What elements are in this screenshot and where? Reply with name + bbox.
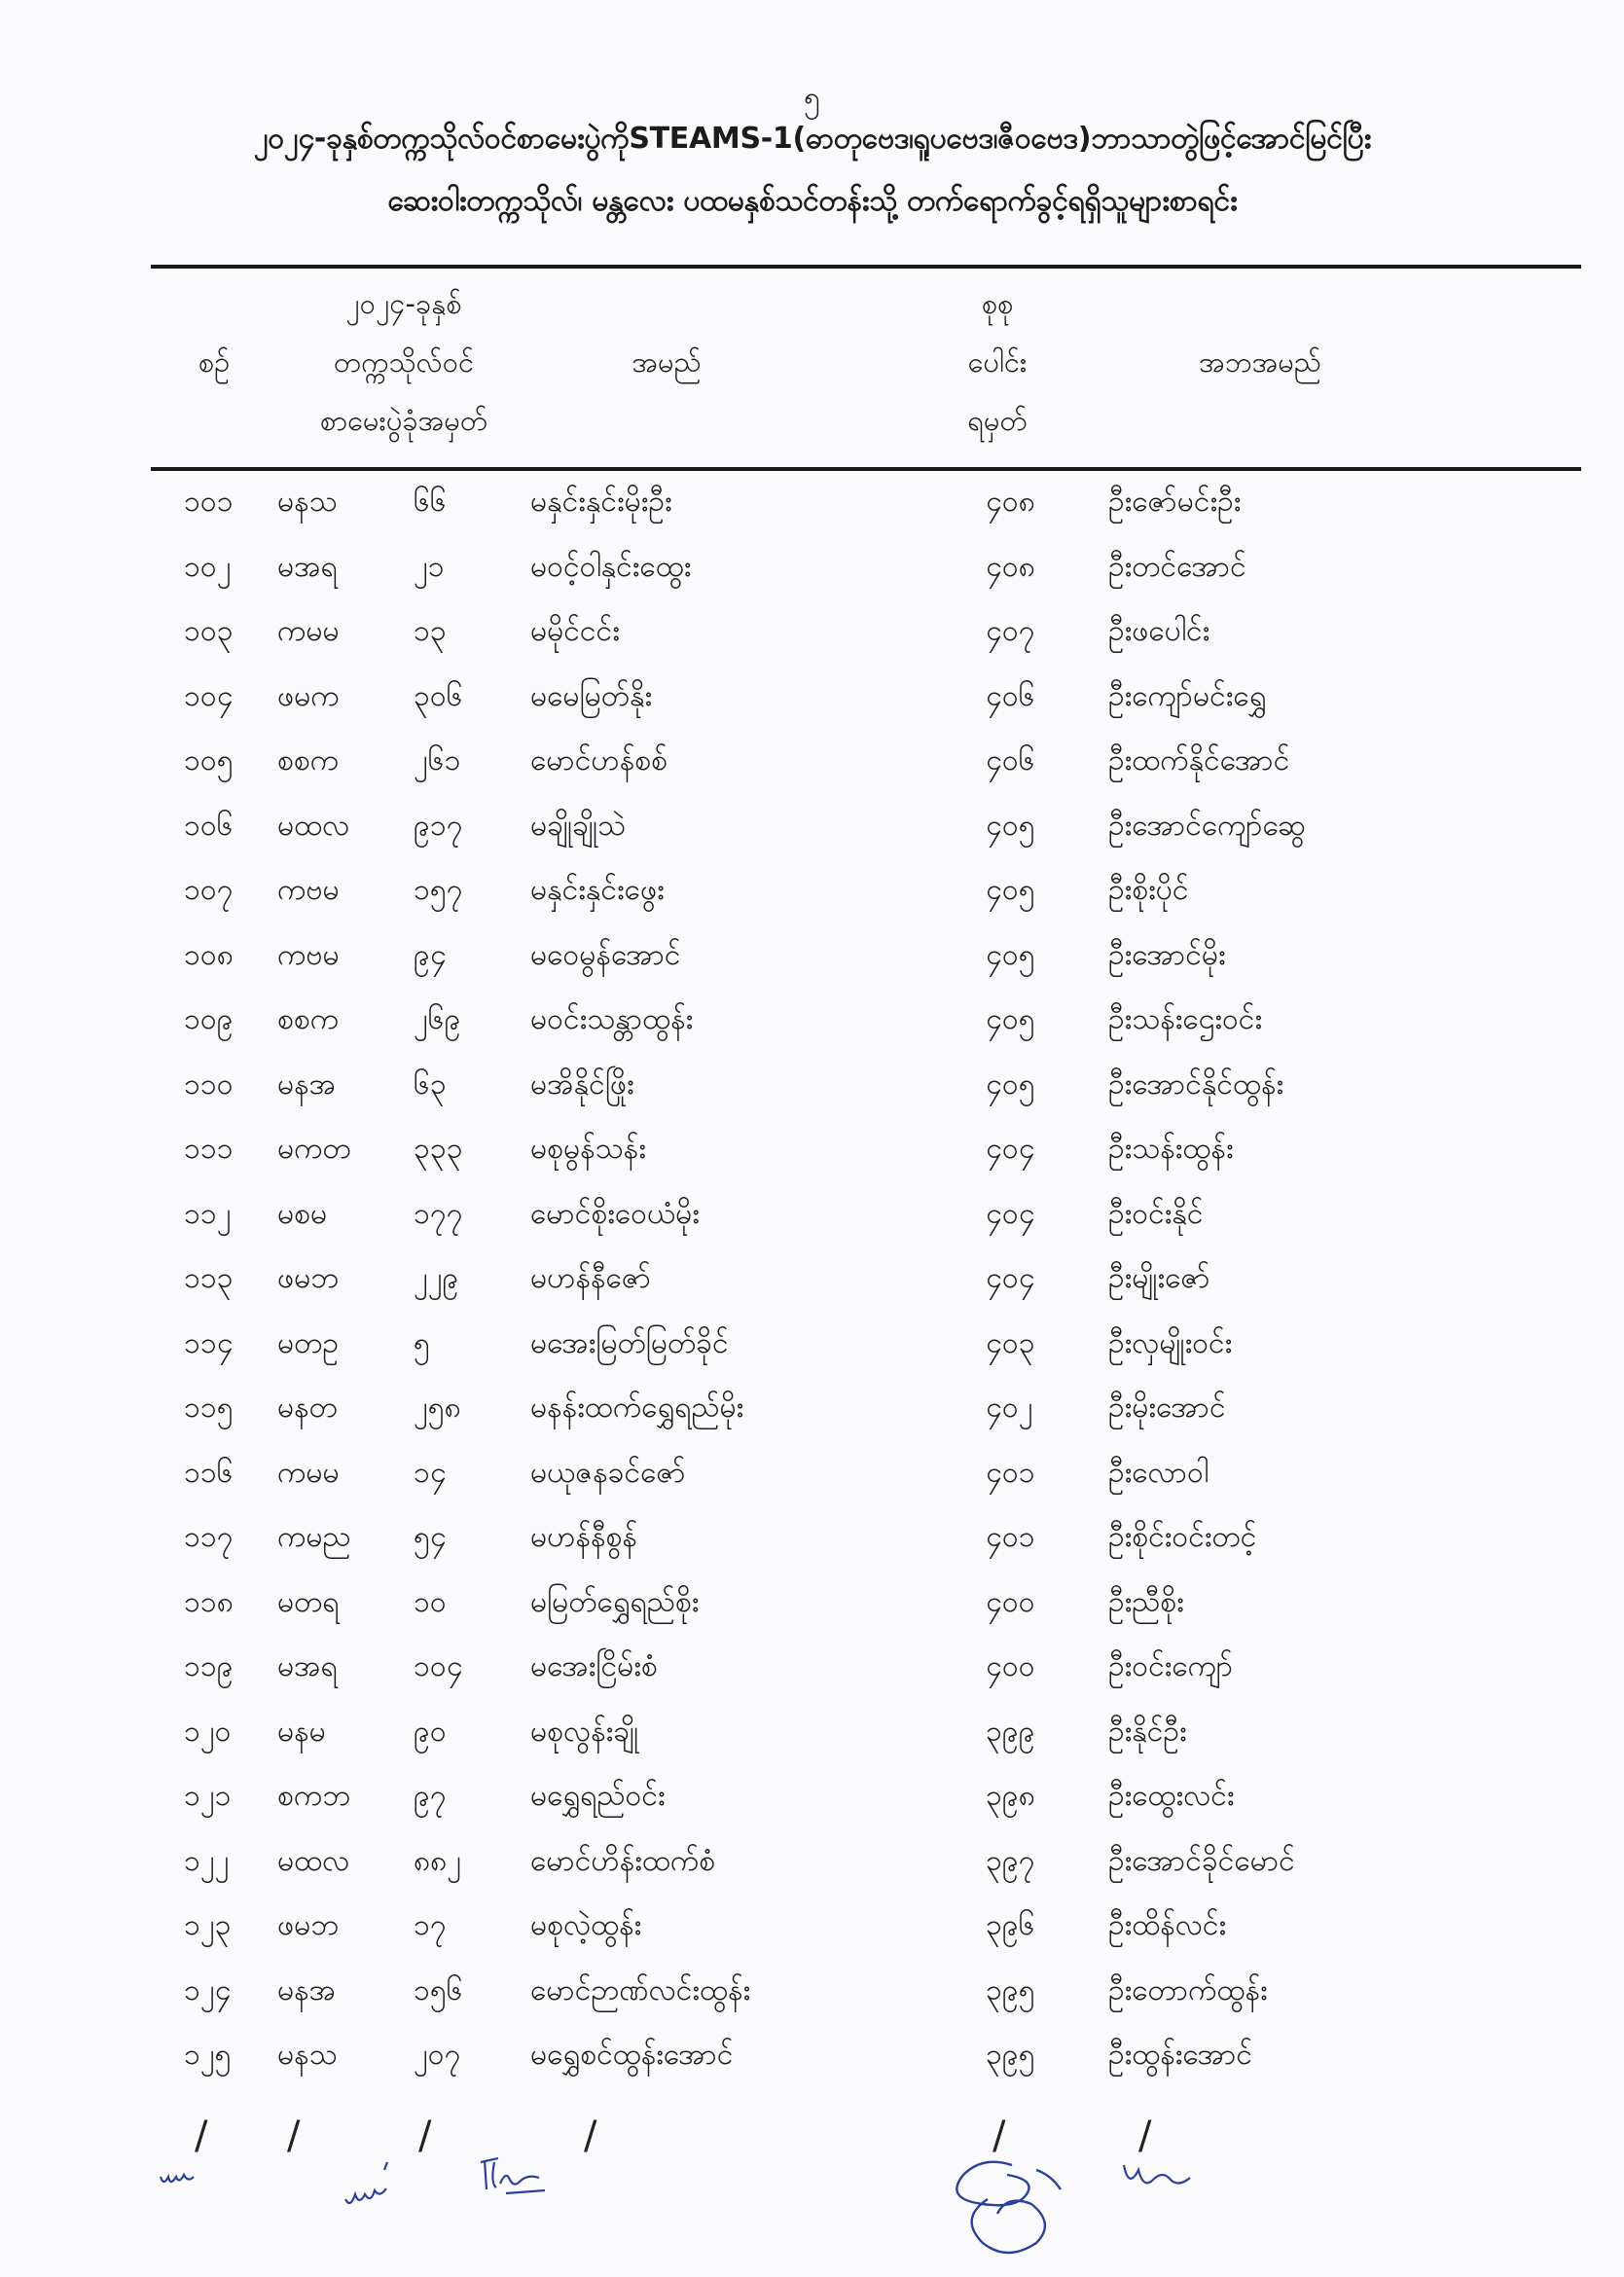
cell-roll-prefix: မအရ <box>277 549 338 584</box>
cell-roll-number: ၁၇ <box>414 1908 447 1942</box>
cell-father-name: ဦးမျိုးဇော် <box>1108 1261 1210 1295</box>
cell-roll-number: ၁၅၆ <box>414 1972 463 2007</box>
cell-roll-prefix: မနအ <box>277 1972 337 2007</box>
cell-name: မမေမြတ်နိုး <box>530 678 653 713</box>
cell-father-name: ဦးထက်နိုင်အောင် <box>1108 743 1290 777</box>
cell-roll-number: ၂၆၉ <box>414 1002 461 1036</box>
table-row <box>151 1644 1581 1709</box>
table-row <box>151 1902 1581 1968</box>
cell-roll-number: ၆၆ <box>414 485 447 519</box>
table-row <box>151 544 1581 609</box>
cell-serial-no: ၁၀၁ <box>184 485 234 519</box>
signature-slash-4: / <box>584 2114 597 2158</box>
cell-roll-prefix: ကဗမ <box>277 873 340 907</box>
cell-name: မဝင့်ဝါနှင်းထွေး <box>530 549 692 584</box>
cell-roll-prefix: ဖမက <box>277 678 340 713</box>
cell-roll-prefix: မထလ <box>277 808 350 843</box>
cell-total-score: ၄၀၈ <box>986 485 1035 519</box>
cell-father-name: ဦးထွန်းအောင် <box>1108 2038 1253 2072</box>
cell-roll-prefix: မနမ <box>277 1714 326 1749</box>
cell-serial-no: ၁၁၄ <box>184 1325 234 1360</box>
signature-scrawl-1 <box>944 2146 1070 2262</box>
cell-roll-prefix: မနတ <box>277 1391 338 1425</box>
cell-roll-number: ၂၁ <box>414 549 445 584</box>
cell-roll-number: ၁၀၄ <box>414 1649 463 1683</box>
cell-roll-number: ၁၀ <box>414 1584 447 1619</box>
cell-father-name: ဦးအောင်ခိုင်မောင် <box>1108 1843 1295 1878</box>
cell-father-name: ဦးဇော်မင်းဦး <box>1108 485 1242 519</box>
cell-roll-prefix: စစက <box>277 1002 340 1036</box>
table-row <box>151 2032 1581 2097</box>
cell-serial-no: ၁၁၆ <box>184 1455 234 1490</box>
cell-roll-number: ၉၇ <box>414 1779 447 1813</box>
cell-roll-prefix: ကမမ <box>277 614 340 648</box>
cell-name: မောင်ဉာဏ်လင်းထွန်း <box>530 1972 751 2007</box>
cell-roll-prefix: မအရ <box>277 1649 338 1683</box>
cell-total-score: ၄၀၁ <box>986 1520 1035 1554</box>
cell-roll-prefix: မတဥ <box>277 1325 339 1360</box>
cell-total-score: ၃၉၅ <box>986 1972 1035 2007</box>
table-row <box>151 867 1581 932</box>
cell-name: မမြတ်ရွှေရည်စိုး <box>530 1584 700 1619</box>
cell-total-score: ၄၀၀ <box>986 1649 1035 1683</box>
signature-initial-2 <box>341 2160 409 2219</box>
cell-serial-no: ၁၂၂ <box>184 1843 230 1878</box>
document-title-line-2: ဆေးဝါးတက္ကသိုလ်၊ မန္တလေး ပထမနှစ်သင်တန်းသို့ တက်ရောက်ခွင့်ရရှိသူများစာရင်း <box>387 184 1238 218</box>
cell-total-score: ၄၀၄ <box>986 1196 1035 1231</box>
header-total-score-line-2: ပေါင်း <box>967 345 1028 379</box>
cell-total-score: ၃၉၉ <box>986 1714 1035 1749</box>
table-row <box>151 1968 1581 2033</box>
header-total-score <box>920 274 1075 450</box>
cell-father-name: ဦးတင်အောင် <box>1108 549 1246 584</box>
table-top-rule <box>151 265 1581 269</box>
cell-father-name: ဦးအောင်ကျော်ဆွေ <box>1108 808 1306 843</box>
cell-roll-prefix: မနသ <box>277 2038 338 2072</box>
cell-father-name: ဦးနိုင်ဦး <box>1108 1714 1187 1749</box>
table-row <box>151 1709 1581 1774</box>
table-row <box>151 1126 1581 1191</box>
cell-total-score: ၃၉၇ <box>986 1843 1035 1878</box>
cell-father-name: ဦးလှမျိုးဝင်း <box>1108 1325 1233 1360</box>
cell-serial-no: ၁၀၉ <box>184 1002 234 1036</box>
table-row <box>151 479 1581 544</box>
cell-name: မောင်ဟန်စစ် <box>530 743 668 777</box>
header-total-score-line-1: စုစု <box>981 287 1014 320</box>
cell-roll-prefix: မစမ <box>277 1196 328 1231</box>
cell-total-score: ၄၀၄ <box>986 1261 1035 1295</box>
cell-roll-number: ၃၃၃ <box>414 1132 463 1166</box>
cell-serial-no: ၁၂၁ <box>184 1779 232 1813</box>
table-row <box>151 1773 1581 1838</box>
signature-area <box>146 2116 1216 2262</box>
cell-serial-no: ၁၁၇ <box>184 1520 234 1554</box>
cell-serial-no: ၁၂၄ <box>184 1972 232 2007</box>
cell-name: မဟန်နီဇော် <box>530 1261 652 1295</box>
cell-father-name: ဦးဝင်းနိုင် <box>1108 1196 1204 1231</box>
cell-father-name: ဦးမိုးအောင် <box>1108 1391 1226 1425</box>
cell-total-score: ၄၀၅ <box>986 808 1035 843</box>
cell-name: မချိုချိုသဲ <box>530 808 626 843</box>
cell-roll-number: ၆၃ <box>414 1066 447 1102</box>
table-row <box>151 738 1581 803</box>
cell-name: မောင်စိုးဝေယံမိုး <box>530 1196 700 1231</box>
table-row <box>151 1514 1581 1579</box>
cell-father-name: ဦးသန်းထွန်း <box>1108 1132 1234 1166</box>
table-row <box>151 608 1581 673</box>
table-row <box>151 673 1581 739</box>
cell-father-name: ဦးဖပေါင်း <box>1108 614 1210 648</box>
cell-serial-no: ၁၀၈ <box>184 937 234 972</box>
header-exam-roll-line-2: တက္ကသိုလ်ဝင် <box>333 345 475 379</box>
cell-total-score: ၄၀၀ <box>986 1584 1035 1619</box>
header-name: အမည် <box>632 345 702 379</box>
cell-serial-no: ၁၁၁ <box>184 1132 234 1166</box>
cell-serial-no: ၁၁၉ <box>184 1649 234 1683</box>
table-row <box>151 932 1581 997</box>
cell-roll-number: ၃၀၆ <box>414 678 463 713</box>
cell-father-name: ဦးလောဝါ <box>1108 1455 1209 1490</box>
cell-name: မဝေမွန်အောင် <box>530 937 681 972</box>
cell-roll-number: ၂၀၇ <box>414 2038 461 2072</box>
table-row <box>151 1255 1581 1320</box>
cell-roll-number: ၉၄ <box>414 937 447 972</box>
cell-name: မနှင်းနှင်းဖွေး <box>530 873 665 907</box>
cell-total-score: ၃၉၅ <box>986 2038 1035 2072</box>
cell-serial-no: ၁၀၆ <box>184 808 234 843</box>
cell-serial-no: ၁၀၂ <box>184 549 232 584</box>
cell-serial-no: ၁၁၀ <box>184 1066 234 1102</box>
cell-father-name: ဦးကျော်မင်းရွှေ <box>1108 678 1267 713</box>
cell-father-name: ဦးဝင်းကျော် <box>1108 1649 1234 1683</box>
cell-serial-no: ၁၂၅ <box>184 2038 232 2072</box>
cell-name: မနန်းထက်ရွှေရည်မိုး <box>530 1391 744 1425</box>
cell-total-score: ၄၀၅ <box>986 1002 1035 1036</box>
cell-name: မစုမွန်သန်း <box>530 1132 646 1166</box>
cell-serial-no: ၁၀၇ <box>184 873 234 907</box>
cell-serial-no: ၁၂၀ <box>184 1714 232 1749</box>
cell-serial-no: ၁၀၄ <box>184 678 234 713</box>
cell-serial-no: ၁၁၈ <box>184 1584 234 1619</box>
cell-total-score: ၄၀၆ <box>986 678 1035 713</box>
table-row <box>151 1579 1581 1644</box>
cell-roll-prefix: မနအ <box>277 1066 337 1102</box>
signature-scrawl-2 <box>1119 2155 1197 2194</box>
signature-slash-5: / <box>992 2114 1006 2158</box>
cell-roll-number: ၁၄ <box>414 1455 447 1490</box>
table-row <box>151 1320 1581 1386</box>
cell-roll-prefix: စစက <box>277 743 340 777</box>
cell-roll-prefix: စကဘ <box>277 1779 351 1813</box>
cell-serial-no: ၁၀၃ <box>184 614 234 648</box>
header-total-score-line-3: ရမှတ် <box>967 404 1028 437</box>
signature-initial-3 <box>477 2150 555 2199</box>
document-title-line-1: ၂၀၂၄-ခုနှစ်တက္ကသိုလ်ဝင်စာမေးပွဲကိုSTEAMS-1(ဓာတုဗေဒ၊ရူပဗေဒ၊ဇီဝဗေဒ)ဘာသာတွဲဖြင့်အောင်မြင်ပြီး <box>253 122 1372 156</box>
signature-slash-2: / <box>287 2114 301 2158</box>
cell-serial-no: ၁၁၃ <box>184 1261 234 1295</box>
table-row <box>151 1062 1581 1127</box>
cell-roll-number: ၁၇၇ <box>414 1196 463 1231</box>
cell-total-score: ၄၀၅ <box>986 1066 1035 1102</box>
header-father-name: အဘအမည် <box>1199 345 1321 379</box>
header-exam-roll-line-3: စာမေးပွဲခုံအမှတ် <box>319 404 488 437</box>
cell-roll-number: ၂၅၈ <box>414 1391 461 1425</box>
cell-father-name: ဦးထိန်လင်း <box>1108 1908 1227 1942</box>
cell-roll-number: ၈၈၂ <box>414 1843 462 1878</box>
table-body <box>151 479 1581 2097</box>
cell-name: မနှင်းနှင်းမိုးဦး <box>530 485 672 519</box>
cell-father-name: ဦးထွေးလင်း <box>1108 1779 1235 1813</box>
cell-name: မစုလွန်းချို <box>530 1714 639 1749</box>
cell-roll-number: ၂၂၉ <box>414 1261 459 1295</box>
cell-roll-prefix: ဖမဘ <box>277 1908 340 1942</box>
cell-roll-prefix: မထလ <box>277 1843 350 1878</box>
cell-roll-number: ၉၀ <box>414 1714 447 1749</box>
cell-total-score: ၄၀၅ <box>986 873 1035 907</box>
cell-total-score: ၄၀၄ <box>986 1132 1035 1166</box>
table-row <box>151 996 1581 1062</box>
cell-father-name: ဦးစိုးပိုင် <box>1108 873 1189 907</box>
signature-initial-1 <box>156 2155 214 2194</box>
cell-roll-number: ၉၁၇ <box>414 808 463 843</box>
cell-name: မအေးငြိမ်းစံ <box>530 1649 658 1683</box>
cell-name: မစုလဲ့ထွန်း <box>530 1908 642 1942</box>
cell-serial-no: ၁၁၂ <box>184 1196 232 1231</box>
table-row <box>151 1191 1581 1256</box>
table-header-bottom-rule <box>151 467 1581 471</box>
cell-name: မရွှေရည်ဝင်း <box>530 1779 666 1813</box>
cell-roll-number: ၅၄ <box>414 1520 447 1554</box>
cell-father-name: ဦးစိုင်းဝင်းတင့် <box>1108 1520 1257 1554</box>
header-serial-no: စဉ် <box>198 345 231 379</box>
cell-total-score: ၄၀၃ <box>986 1325 1035 1360</box>
cell-roll-number: ၁၃ <box>414 614 447 648</box>
cell-name: မဝင်းသန္တာထွန်း <box>530 1002 694 1036</box>
cell-serial-no: ၁၀၅ <box>184 743 234 777</box>
cell-father-name: ဦးညီစိုး <box>1108 1584 1184 1619</box>
cell-total-score: ၄၀၇ <box>986 614 1035 648</box>
cell-roll-prefix: ဖမဘ <box>277 1261 340 1295</box>
cell-roll-number: ၅ <box>414 1325 430 1360</box>
cell-father-name: ဦးအောင်နိုင်ထွန်း <box>1108 1066 1284 1102</box>
signature-slash-3: / <box>418 2114 432 2158</box>
cell-roll-prefix: မနသ <box>277 485 338 519</box>
cell-name: မောင်ဟိန်းထက်စံ <box>530 1843 716 1878</box>
cell-father-name: ဦးတောက်ထွန်း <box>1108 1972 1268 2007</box>
cell-total-score: ၄၀၅ <box>986 937 1035 972</box>
cell-total-score: ၄၀၆ <box>986 743 1035 777</box>
cell-name: မယုဇနခင်ဇော် <box>530 1455 686 1490</box>
cell-name: မမိုင်ငင်း <box>530 614 620 648</box>
cell-total-score: ၄၀၁ <box>986 1455 1035 1490</box>
cell-roll-prefix: မတရ <box>277 1584 340 1619</box>
cell-father-name: ဦးအောင်မိုး <box>1108 937 1226 972</box>
table-header <box>151 274 1581 464</box>
cell-roll-number: ၂၆၁ <box>414 743 461 777</box>
cell-serial-no: ၁၂၃ <box>184 1908 232 1942</box>
cell-serial-no: ၁၁၅ <box>184 1391 234 1425</box>
signature-slash-6: / <box>1138 2114 1152 2158</box>
table-row <box>151 1450 1581 1515</box>
table-row <box>151 1385 1581 1450</box>
cell-name: မရွှေစင်ထွန်းအောင် <box>530 2038 734 2072</box>
cell-roll-prefix: ကဗမ <box>277 937 340 972</box>
cell-name: မအိနိုင်ဖြိုး <box>530 1066 634 1102</box>
header-exam-roll-line-1: ၂၀၂၄-ခုနှစ် <box>345 287 462 320</box>
page-number: ၅ <box>804 81 820 115</box>
header-exam-roll <box>268 274 540 450</box>
cell-roll-prefix: မကတ <box>277 1132 351 1166</box>
cell-roll-prefix: ကမမ <box>277 1455 340 1490</box>
cell-name: မအေးမြတ်မြတ်ခိုင် <box>530 1325 729 1360</box>
cell-total-score: ၃၉၆ <box>986 1908 1035 1942</box>
cell-roll-number: ၁၅၇ <box>414 873 463 907</box>
cell-roll-prefix: ကမည <box>277 1520 351 1554</box>
cell-father-name: ဦးသန်းဌေးဝင်း <box>1108 1002 1263 1036</box>
cell-total-score: ၄၀၈ <box>986 549 1035 584</box>
table-row <box>151 803 1581 868</box>
cell-name: မဟန်နီစွန် <box>530 1520 637 1554</box>
signature-slash-1: / <box>195 2114 208 2158</box>
cell-total-score: ၄၀၂ <box>986 1391 1033 1425</box>
cell-total-score: ၃၉၈ <box>986 1779 1035 1813</box>
table-row <box>151 1838 1581 1903</box>
